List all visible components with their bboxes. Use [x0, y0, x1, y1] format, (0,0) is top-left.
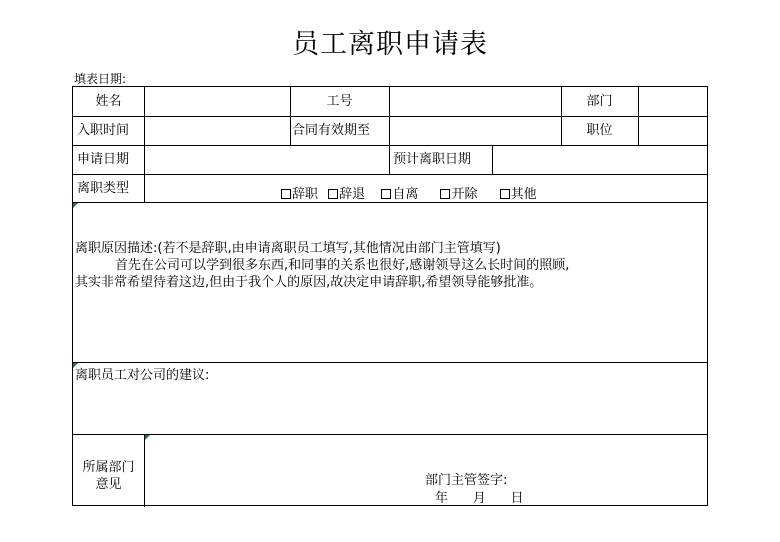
suggestion-label: 离职员工对公司的建议: — [75, 368, 210, 383]
position-label: 职位 — [586, 123, 613, 138]
resign-type-options — [281, 183, 701, 202]
row-divider — [73, 174, 707, 175]
resign-reason-text-line2: 其实非常希望待着这边,但由于我个人的原因,故决定申请辞职,希望领导能够批准。 — [75, 275, 543, 290]
option-other[interactable]: 其他 — [500, 187, 537, 202]
col-divider — [492, 145, 493, 174]
resign-reason-text-line1: 首先在公司可以学到很多东西,和同事的关系也很好,感谢领导这么长时间的照顾, — [115, 258, 570, 273]
option-dismissed[interactable]: 辞退 — [328, 187, 365, 202]
row-divider — [73, 145, 707, 146]
option-self-leave[interactable]: 自离 — [381, 187, 418, 202]
fill-date-label: 填表日期: — [74, 72, 127, 86]
comment-marker-icon — [73, 203, 78, 208]
employee-id-label: 工号 — [326, 94, 353, 109]
col-divider — [144, 434, 145, 507]
col-divider — [638, 87, 639, 145]
resign-type-label: 离职类型 — [77, 181, 130, 196]
row-divider — [73, 202, 707, 203]
dept-opinion-label: 所属部门 意见 — [82, 460, 135, 492]
checkbox-icon[interactable] — [328, 189, 338, 199]
comment-marker-icon — [145, 435, 150, 440]
option-resign[interactable]: 辞职 — [281, 187, 318, 202]
expected-leave-date-label: 预计离职日期 — [393, 152, 472, 167]
col-divider — [144, 87, 145, 202]
checkbox-icon[interactable] — [381, 189, 391, 199]
resign-reason-label: 离职原因描述:(若不是辞职,由申请离职员工填写,其他情况由部门主管填写) — [75, 241, 501, 256]
checkbox-icon[interactable] — [281, 189, 291, 199]
col-divider — [389, 87, 390, 145]
checkbox-icon[interactable] — [440, 189, 450, 199]
apply-date-label: 申请日期 — [77, 152, 130, 167]
signature-date-line: 年 月 日 — [435, 491, 524, 506]
supervisor-signature-label: 部门主管签字: — [425, 473, 508, 488]
checkbox-icon[interactable] — [500, 189, 510, 199]
contract-expiry-label: 合同有效期至 — [292, 123, 371, 138]
hire-date-label: 入职时间 — [77, 123, 130, 138]
option-expelled[interactable]: 开除 — [440, 187, 477, 202]
name-label: 姓名 — [95, 94, 122, 109]
row-divider — [73, 362, 707, 363]
row-divider — [73, 116, 707, 117]
row-divider — [73, 434, 707, 435]
department-label: 部门 — [586, 94, 613, 109]
page-title: 员工离职申请表 — [292, 29, 488, 60]
col-divider — [389, 145, 390, 174]
resign-reason-section — [75, 240, 705, 291]
form-table — [72, 86, 708, 506]
